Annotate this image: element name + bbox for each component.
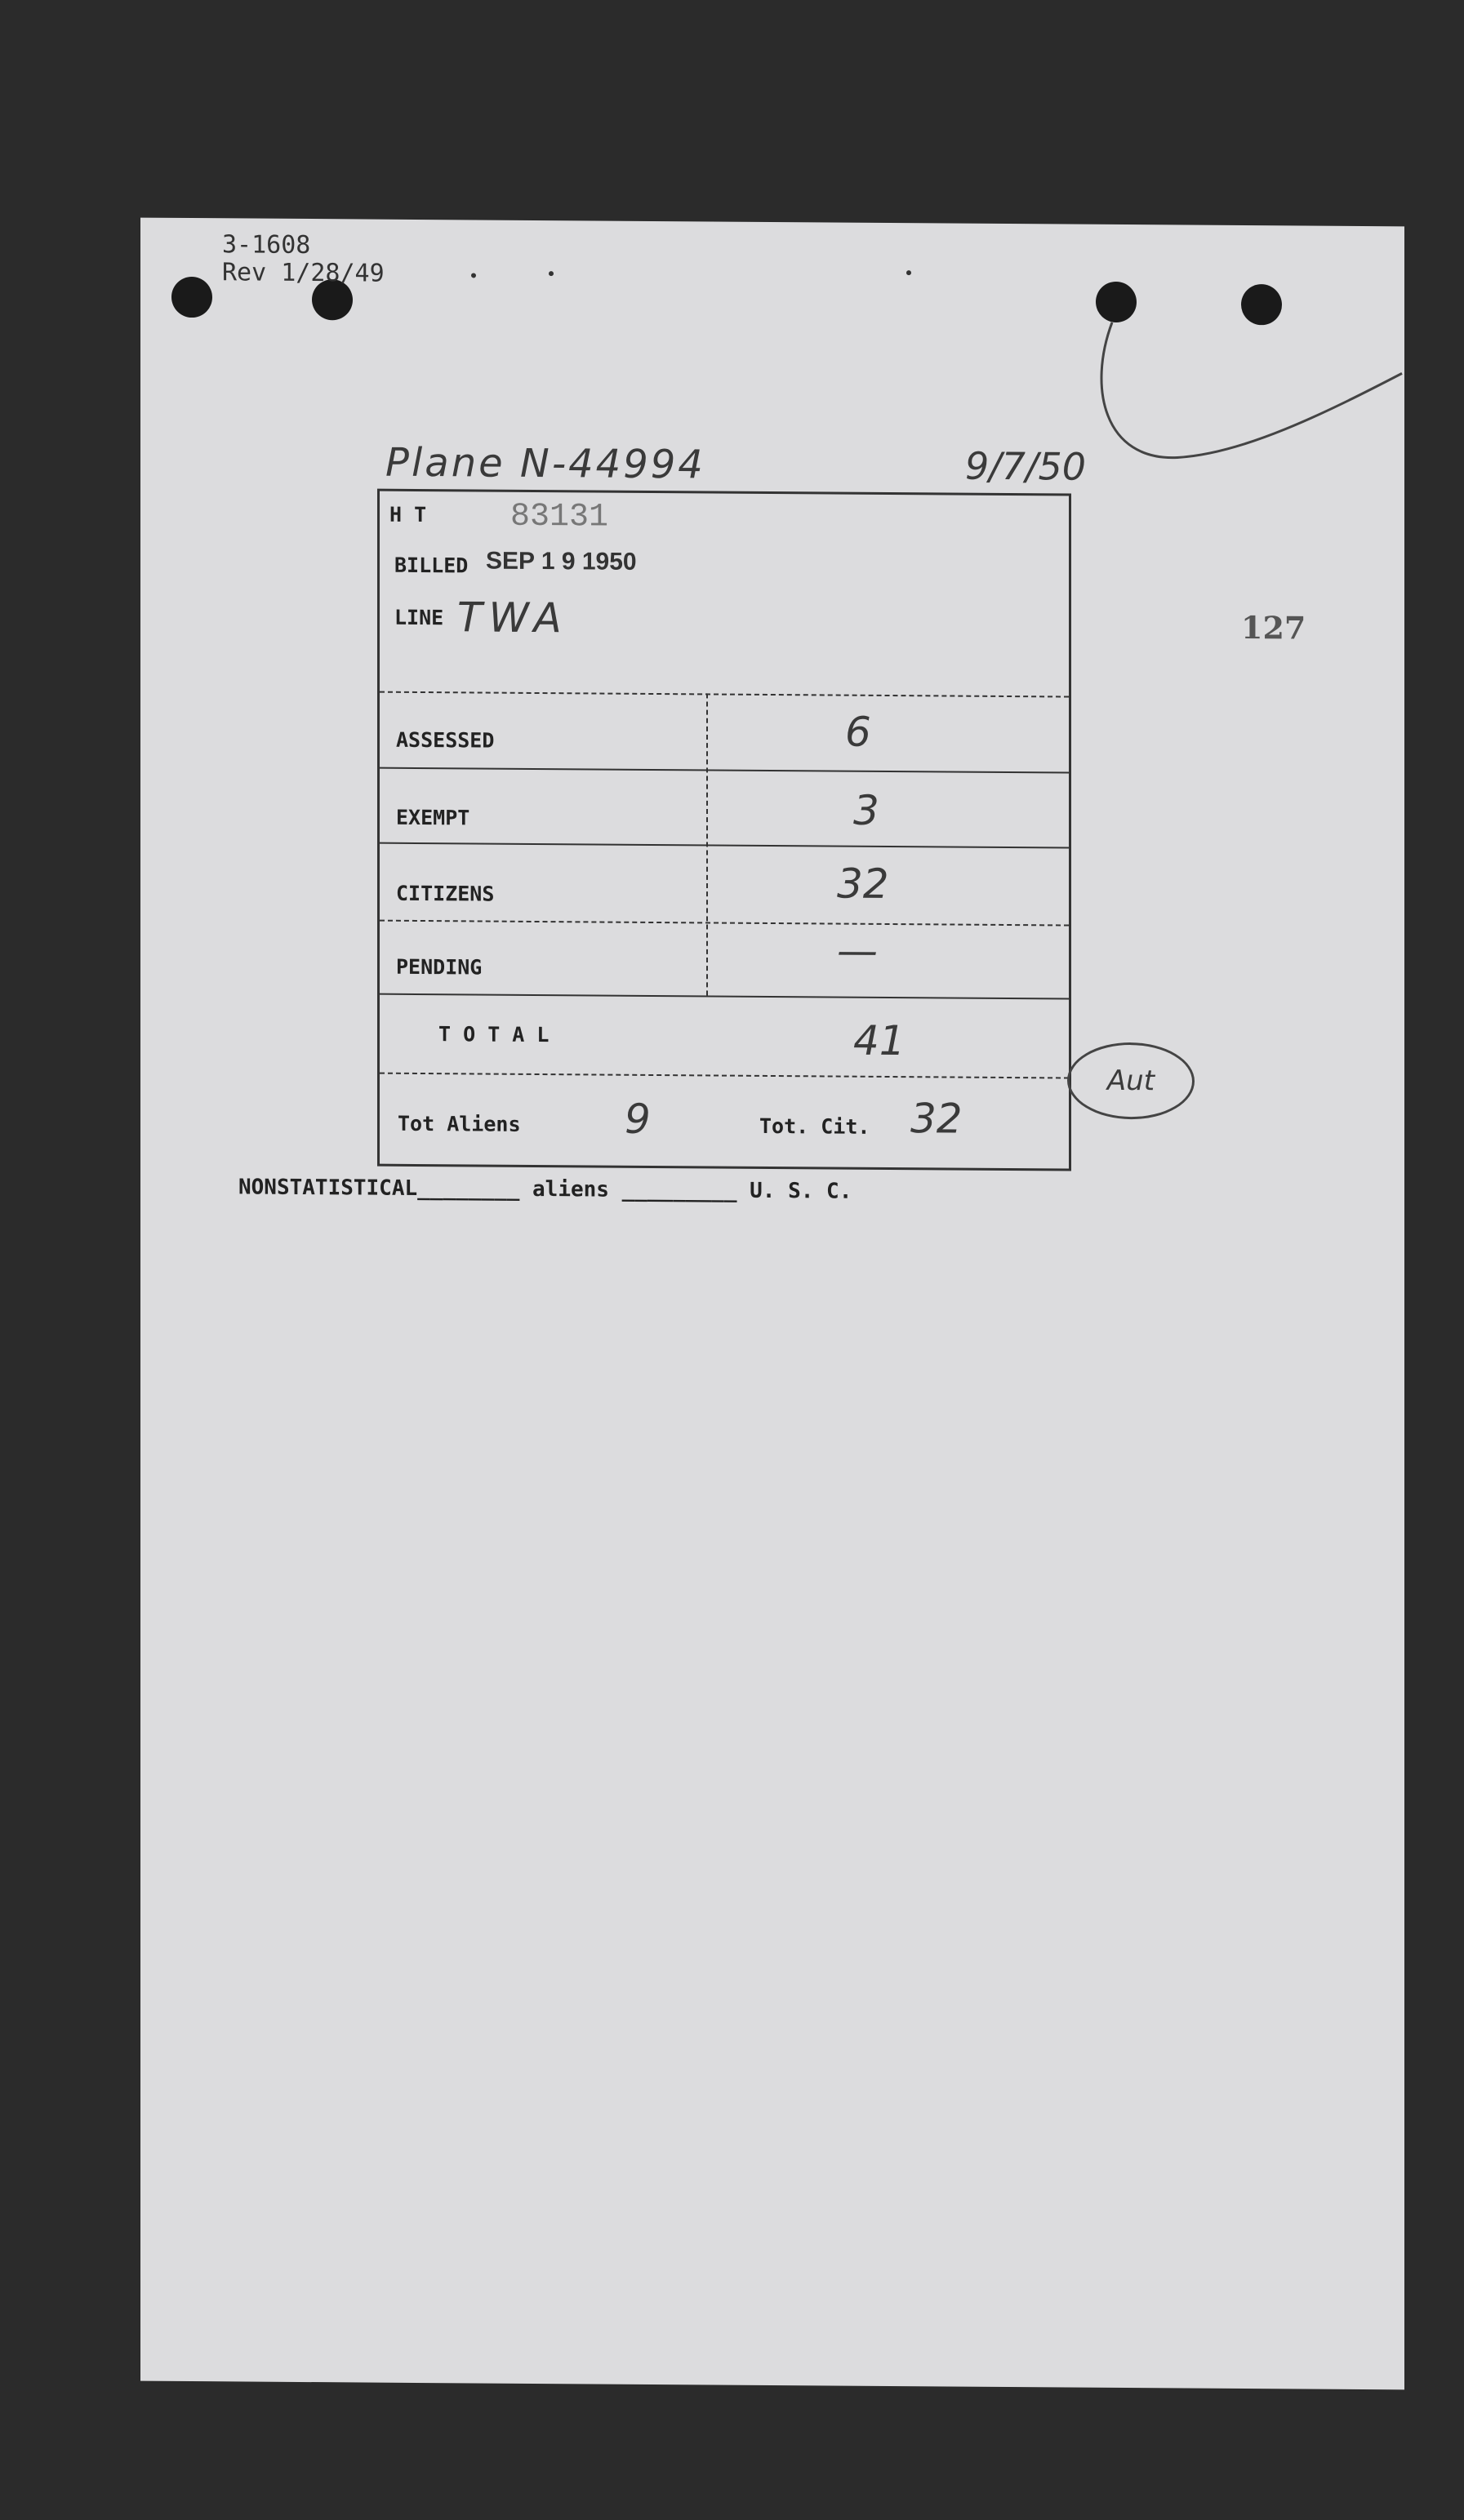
initials-circled: Aut	[1067, 1042, 1195, 1120]
divider-assessed	[380, 767, 1069, 774]
form-number-line-2: Rev 1/28/49	[222, 258, 385, 288]
pending-value: —	[837, 927, 878, 975]
date-handwritten: 9/7/50	[965, 443, 1087, 489]
tot-cit-value: 32	[910, 1095, 963, 1143]
speck	[471, 273, 476, 278]
form-number-line-1: 3-1608	[222, 230, 311, 260]
billed-stamp: SEP 1 9 1950	[486, 547, 637, 576]
speck	[906, 270, 911, 275]
divider-total	[380, 1073, 1069, 1079]
line-value: TWA	[457, 593, 568, 642]
speck	[549, 271, 554, 276]
document-page	[140, 218, 1404, 2390]
assessed-value: 6	[845, 708, 871, 756]
divider-pending	[380, 993, 1069, 1000]
ht-label: H T	[389, 502, 427, 527]
punch-hole-1	[171, 277, 212, 318]
pending-label: PENDING	[396, 954, 483, 980]
manifest-form	[377, 489, 1071, 1171]
divider-header	[380, 691, 1069, 698]
assessed-label: ASSESSED	[396, 727, 495, 753]
pen-stroke-curve	[1096, 314, 1406, 480]
divider-citizens	[380, 920, 1069, 927]
citizens-label: CITIZENS	[396, 881, 495, 906]
tot-cit-label: Tot. Cit.	[759, 1113, 870, 1139]
nonstatistical-line: NONSTATISTICAL________ aliens _________ U. S. C.	[238, 1175, 852, 1204]
divider-exempt	[380, 842, 1069, 849]
total-label: T O T A L	[438, 1022, 550, 1047]
tot-aliens-value: 9	[625, 1095, 651, 1143]
page-number: 127	[1241, 609, 1306, 647]
line-label: LINE	[394, 605, 444, 630]
billed-label: BILLED	[394, 553, 469, 578]
ht-value: 83131	[510, 498, 609, 536]
form-number	[222, 231, 385, 287]
exempt-value: 3	[853, 786, 879, 834]
exempt-label: EXEMPT	[396, 805, 470, 830]
total-value: 41	[853, 1016, 906, 1065]
tot-aliens-label: Tot Aliens	[398, 1111, 521, 1136]
citizens-value: 32	[837, 860, 889, 908]
plane-number-handwritten: Plane N-44994	[385, 439, 705, 488]
